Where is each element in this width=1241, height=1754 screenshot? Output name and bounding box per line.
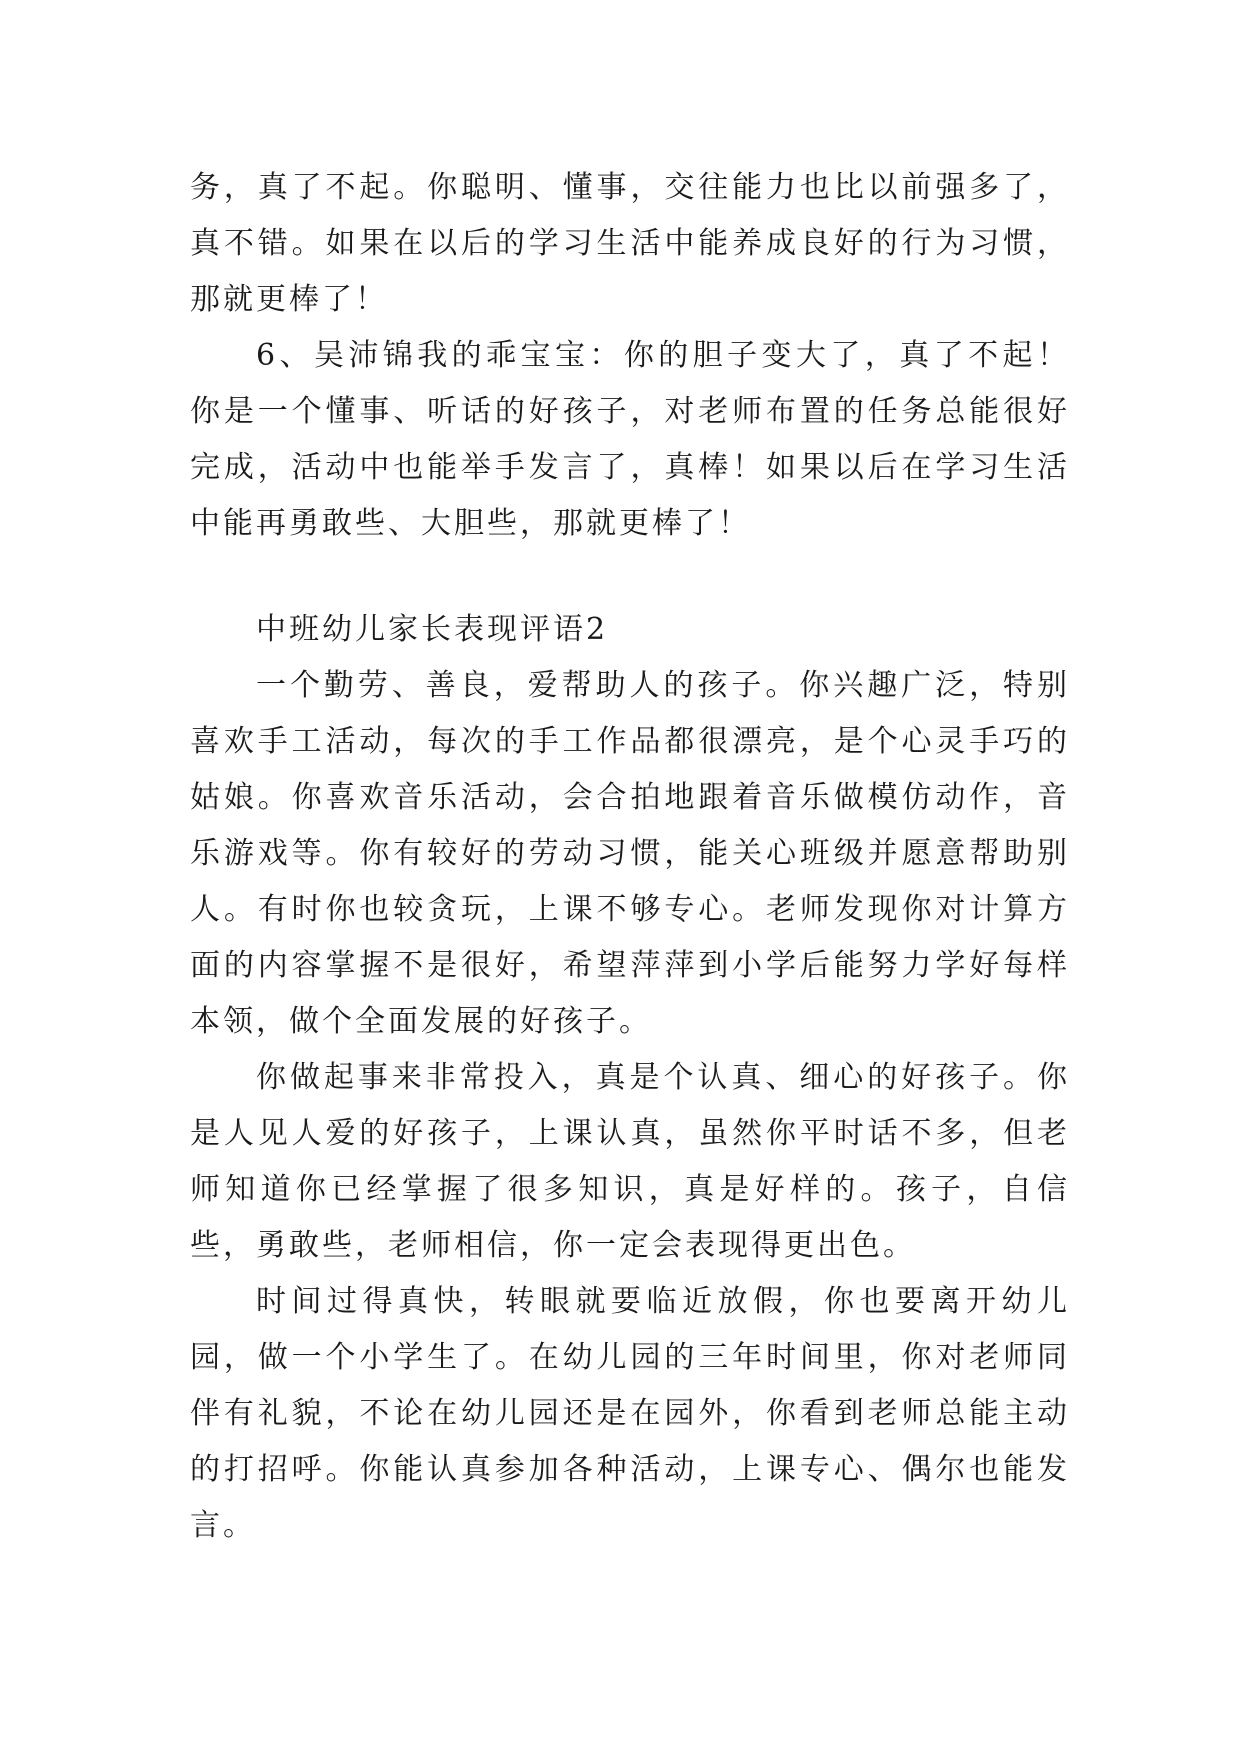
paragraph-comment-2: 你做起事来非常投入，真是个认真、细心的好孩子。你是人见人爱的好孩子，上课认真，虽然你平时话不多，但老师知道你已经掌握了很多知识，真是好样的。孩子，自信些，勇敢些，老师相信，你一定会表现得更出色。 (190, 1060, 1070, 1263)
section-heading: 中班幼儿家长表现评语2 (256, 612, 609, 647)
paragraph-comment-3: 时间过得真快，转眼就要临近放假，你也要离开幼儿园，做一个小学生了。在幼儿园的三年时间里，你对老师同伴有礼貌，不论在幼儿园还是在园外，你看到老师总能主动的打招呼。你能认真参加各种活动，上课专心、偶尔也能发言。 (190, 1284, 1070, 1543)
paragraph-item-6: 6、吴沛锦我的乖宝宝：你的胆子变大了，真了不起！你是一个懂事、听话的好孩子，对老师布置的任务总能很好完成，活动中也能举手发言了，真棒！如果以后在学习生活中能再勇敢些、大胆些，那就更棒了！ (190, 338, 1070, 541)
paragraph-comment-1: 一个勤劳、善良，爱帮助人的孩子。你兴趣广泛，特别喜欢手工活动，每次的手工作品都很漂亮，是个心灵手巧的姑娘。你喜欢音乐活动，会合拍地跟着音乐做模仿动作，音乐游戏等。你有较好的劳动习惯，能关心班级并愿意帮助别人。有时你也较贪玩，上课不够专心。老师发现你对计算方面的内容掌握不是很好，希望萍萍到小学后能努力学好每样本领，做个全面发展的好孩子。 (190, 668, 1070, 1039)
paragraph-continuation: 务，真了不起。你聪明、懂事，交往能力也比以前强多了，真不错。如果在以后的学习生活中能养成良好的行为习惯，那就更棒了！ (190, 170, 1070, 317)
document-body (190, 160, 1070, 1554)
